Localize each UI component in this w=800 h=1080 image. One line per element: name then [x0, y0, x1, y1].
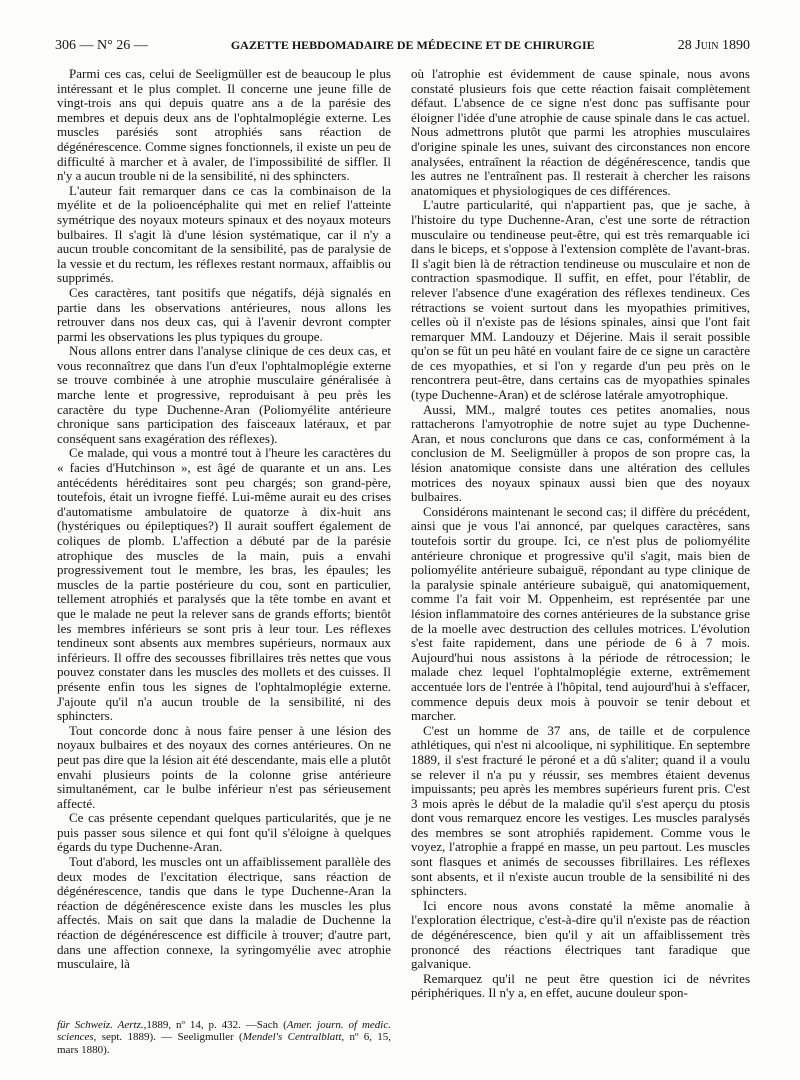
left-column [57, 67, 391, 972]
footnote-citation-journal-3: Mendel's Centralblatt [242, 1031, 342, 1044]
right-paragraph-1: où l'atrophie est évidemment de cause spinale, nous avons constaté plusieurs fois que cette réaction faisait complètement défaut. L'absence de ce signe n'est donc pas suffisante pour éloigner l'idée d'une atrophie de cause spinale dans le cas actuel. Nous admettrons plutôt que parmi les atrophies musculaires d'origine spinale les unes, suivant des circonstances non encore analysées, entraînent la réaction de dégénérescence, tandis que les autres ne l'entraînent pas. Il resterait à chercher les raisons anatomiques et physiologiques de ces différences. [411, 66, 750, 198]
left-paragraph-7: Ce cas présente cependant quelques particularités, que je ne puis passer sous silence et qui font qu'il s'éloigne à quelques égards du type Duchenne-Aran. [57, 810, 391, 855]
right-paragraph-4: Considérons maintenant le second cas; il diffère du précédent, ainsi que je vous l'ai annoncé, par quelques caractères, sans toutefois sortir du groupe. Ici, ce n'est plus de poliomyélite antérieure chronique et progressive qu'il s'agit, mais bien de poliomyélite antérieure subaiguë, répondant au type clinique de la paralysie spinale antérieure subaiguë, qui anatomiquement, comme l'a fait voir M. Oppenheim, est représentée par une lésion inflammatoire des cornes antérieures de la substance grise de la moelle avec destruction des cellules motrices. L'évolution s'est faite rapidement, dans une période de 6 à 7 mois. Aujourd'hui nous assistons à la période de rétrocession; le malade chez lequel l'ophtalmoplégie externe, extrêmement accentuée lors de l'entrée à l'hôpital, tend aujourd'hui à s'effacer, commence depuis deux mois à pouvoir se tenir debout et marcher. [411, 503, 750, 724]
footnote-citation-journal-2: Amer. journ. of medic. sciences [57, 1019, 391, 1044]
right-paragraph-3: Aussi, MM., malgré toutes ces petites anomalies, nous rattacherons l'amyotrophie de notre sujet au type Duchenne-Aran, et nous conclurons que dans ce cas, conformément à la conclusion de M. Seeligmüller à propos de son propre cas, la lésion anatomique consiste dans une altération des cellules motrices des noyaux spinaux aussi bien que des noyaux bulbaires. [411, 401, 750, 505]
right-paragraph-7: Remarquez qu'il ne peut être question ici de névrites périphériques. Il n'y a, en effet, aucune douleur spon- [411, 970, 750, 1001]
right-paragraph-6: Ici encore nous avons constaté la même anomalie à l'exploration électrique, c'est-à-dire qu'il n'existe pas de réaction de dégénérescence, bien qu'il y ait un affaiblissement très prononcé des réactions électriques tant faradique que galvanique. [411, 897, 750, 972]
right-column [411, 67, 750, 1001]
left-paragraph-4: Nous allons entrer dans l'analyse clinique de ces deux cas, et vous reconnaîtrez que dans l'un d'eux l'ophtalmoplégie externe se trouve combinée à une atrophie musculaire généralisée à marche lente et progressive, reproduisant à peu près les caractère du type Duchenne-Aran (Poliomyélite antérieure chronique sans participation des faisceaux latéraux, et par conséquent sans exagération des réflexes). [57, 343, 391, 446]
running-header [55, 38, 750, 58]
left-paragraph-8: Tout d'abord, les muscles ont un affaiblissement parallèle des deux modes de l'excitation électrique, sans réaction de dégénérescence, tandis que dans le type Duchenne-Aran la réaction de dégénérescence existe dans les muscles les plus affectés. Mais on sait que dans la maladie de Duchenne la réaction de dégénérescence est difficile à trouver; d'autre part, dans une affection connexe, la syringomyélie avec atrophie musculaire, là [57, 854, 391, 972]
right-paragraph-2: L'autre particularité, qui n'appartient pas, que je sache, à l'histoire du type Duchenne-Aran, c'est une sorte de rétraction musculaire ou tendineuse peut-être, qui est très remarquable ici dans le biceps, et s'oppose à l'extension complète de l'avant-bras. Il s'agit bien là de rétraction tendineuse ou musculaire et non de contraction spasmodique. Il suffit, en effet, pour l'établir, de relever l'absence d'une exagération des réflexes tendineux. Ces rétractions se voient surtout dans les myopathies primitives, celles où il n'existe pas de lésions spinales, ainsi que l'ont fait remarquer MM. Landouzy et Déjerine. Mais il serait possible qu'on se fût un peu hâté en voulant faire de ce signe un caractère de ces myopathies, et si l'on y regarde d'un peu près on le rencontrera peut-être, dans certains cas de myopathies spinales (type Duchenne-Aran) et de sclérose latérale amyotrophique. [411, 197, 750, 403]
left-paragraph-3: Ces caractères, tant positifs que négatifs, déjà signalés en partie dans les observations antérieures, nous allons les retrouver dans nos deux cas, qui à l'avenir devront compter parmi les observations les plus typiques du groupe. [57, 284, 391, 344]
footnote-citation-text-1: ,1889, nº 14, p. 432. —Sach ( [143, 1019, 287, 1031]
left-paragraph-5: Ce malade, qui vous a montré tout à l'heure les caractères du « facies d'Hutchinson », est âgé de quarante et un ans. Les antécédents héréditaires sont peu chargés; son grand-père, toutefois, était un ivrogne fieffé. Lui-même aurait eu des crises d'automatisme ambulatoire de quatorze à dix-huit ans (hystériques ou épileptiques?) Il aurait souffert également de coliques de plomb. L'affection a débuté par de la parésie atrophique des muscles de la main, puis a envahi progressivement tout le membre, les bras, les épaules; les muscles de la partie postérieure du cou, sont en particulier, tellement atrophiés et paralysés que la tête tombe en avant et que le malade ne peut la relever sans de grands efforts; bientôt les membres inférieurs se sont pris à leur tour. Les réflexes tendineux sont absents aux membres supérieurs, normaux aux inférieurs. Il offre des secousses fibrillaires très nettes que vous pouvez constater dans les muscles des mollets et des cuisses. Il présente enfin tous les signes de l'ophtalmoplégie externe. J'ajoute qu'il n'a aucun trouble de la sensibilité, ni des sphincters. [57, 445, 391, 724]
issue-date: 28 Juin 1890 [677, 38, 750, 53]
journal-title: GAZETTE HEBDOMADAIRE DE MÉDECINE ET DE CHIRURGIE [230, 38, 595, 52]
left-paragraph-1: Parmi ces cas, celui de Seeligmüller est de beaucoup le plus intéressant et le plus complet. Il concerne une jeune fille de vingt-trois ans qui depuis quatre ans a de la parésie des membres et depuis deux ans de l'ophtalmoplégie externe. Les muscles parésiés sont atrophiés sans réaction de dégénérescence. Comme signes fonctionnels, il existe un peu de difficulté à marcher et à avaler, de l'impossibilité de siffler. Il n'y a aucun trouble ni de la sensibilité, ni des sphincters. [57, 66, 391, 184]
footnote-citation-journal-1: für Schweiz. Aertz. [57, 1019, 144, 1031]
left-paragraph-2: L'auteur fait remarquer dans ce cas la combinaison de la myélite et de la polioencéphalite qui met en relief l'atteinte symétrique des noyaux moteurs spinaux et des noyaux moteurs bulbaires. Il s'agit là d'une lésion systématique, car il n'y a aucun trouble concomitant de la sensibilité, pas de paralysie de la vessie et du rectum, les réflexes restant normaux, affaiblis ou supprimés. [57, 182, 391, 286]
page-number: 306 — N° 26 — [55, 38, 148, 53]
footnote-citation-text-2: , sept. 1889). — Seeligmuller ( [93, 1031, 243, 1044]
right-paragraph-5: C'est un homme de 37 ans, de taille et de corpulence athlétiques, qui n'est ni alcoolique, ni syphilitique. En septembre 1889, il s'est fracturé le péroné et a dû s'aliter; quand il a voulu se relever il n'a pu y réussir, ses membres étaient devenus impuissants; peu après les membres supérieurs furent pris. C'est 3 mois après le début de la maladie qu'il s'est aperçu du ptosis dont vous remarquez encore les vestiges. Les muscles paralysés des membres se sont atrophiés rapidement. Comme vous le voyez, l'atrophie a frappé en masse, un peu partout. Les muscles sont flasques et animés de secousses fibrillaires. Les réflexes sont absents, et il n'existe aucun trouble de la sensibilité ni des sphincters. [411, 722, 750, 899]
footnote [57, 1019, 391, 1056]
left-paragraph-6: Tout concorde donc à nous faire penser à une lésion des noyaux bulbaires et des noyaux des cornes antérieures. On ne peut pas dire que la lésion ait été descendante, mais elle a plutôt envahi plusieurs points de la colonne grise antérieure simultanément, car le bulbe inférieur n'est pas sérieusement affecté. [57, 722, 391, 811]
footnote-citation-text-3: , nº 6, 15, mars 1880). [57, 1031, 391, 1056]
